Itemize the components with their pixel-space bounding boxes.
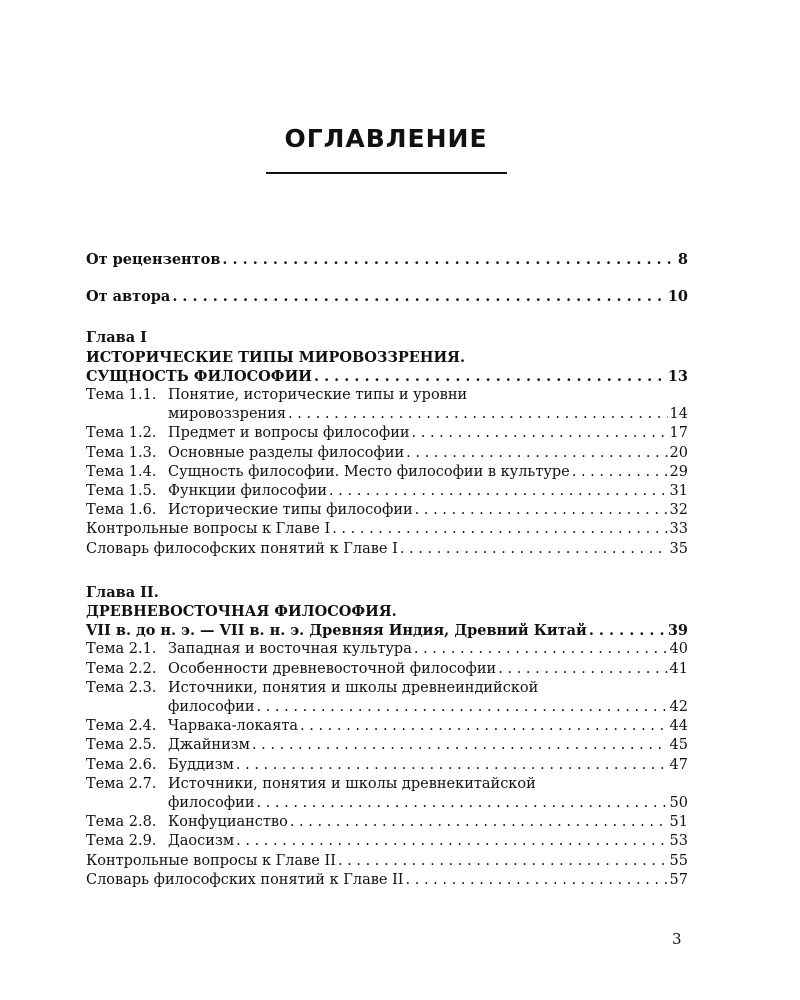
dot-leader (236, 832, 667, 851)
toc-entry-page: 41 (669, 660, 688, 677)
dot-leader (332, 520, 667, 539)
dot-leader (252, 736, 668, 755)
dot-leader (236, 756, 668, 775)
chapter-1-questions[interactable] (86, 520, 688, 539)
dot-leader (415, 501, 668, 520)
topic-number: Тема 2.7. (86, 775, 157, 792)
topic-title: Конфуцианство (168, 814, 288, 831)
toc-entry-page: 35 (669, 540, 688, 557)
topic-number: Тема 2.6. (86, 756, 157, 773)
chapter-2-heading[interactable] (86, 621, 688, 640)
topic-2-6[interactable] (86, 756, 688, 775)
topic-title-continued: философии (168, 795, 255, 812)
dot-leader (400, 540, 668, 559)
dot-leader (572, 463, 668, 482)
topic-number: Тема 2.2. (86, 660, 157, 677)
topic-title-continued: мировоззрения (168, 406, 287, 423)
topic-title: Понятие, исторические типы и уровни (168, 387, 468, 404)
toc-entry-label: Контрольные вопросы к Главе I (86, 521, 331, 538)
dot-leader (412, 424, 668, 443)
topic-number: Тема 2.3. (86, 679, 157, 696)
topic-1-6[interactable] (86, 501, 688, 520)
dot-leader (329, 482, 668, 501)
toc-entry-author[interactable] (86, 287, 688, 306)
toc-entry-page: 17 (669, 425, 688, 442)
topic-title: Особенности древневосточной философии (168, 660, 497, 677)
topic-title: Даосизм (168, 833, 235, 850)
topic-2-5[interactable] (86, 736, 688, 755)
toc-entry-label: Контрольные вопросы к Главе II (86, 852, 336, 869)
topic-title: Сущность философии. Место философии в культуре (168, 463, 570, 480)
topic-2-2[interactable] (86, 660, 688, 679)
topic-number: Тема 1.2. (86, 425, 157, 442)
page-number: 3 (672, 930, 682, 948)
topic-number: Тема 1.6. (86, 502, 157, 519)
topic-title: Исторические типы философии (168, 502, 413, 519)
chapter-2-label: Глава II. (86, 583, 159, 601)
topic-number: Тема 1.3. (86, 444, 157, 461)
toc-entry-page: 40 (669, 641, 688, 658)
topic-2-9[interactable] (86, 832, 688, 851)
dot-leader (300, 717, 668, 736)
toc-entry-page: 10 (667, 288, 688, 306)
dot-leader (256, 698, 667, 717)
topic-number: Тема 2.4. (86, 718, 157, 735)
topic-number: Тема 2.5. (86, 737, 157, 754)
toc-entry-label: От автора (86, 288, 171, 306)
chapter-2-glossary[interactable] (86, 871, 688, 890)
topic-title: Джайнизм (168, 737, 250, 754)
chapter-1-title-line1: ИСТОРИЧЕСКИЕ ТИПЫ МИРОВОЗЗРЕНИЯ. (86, 348, 466, 366)
chapter-1-label: Глава I (86, 329, 147, 347)
chapter-1-glossary[interactable] (86, 540, 688, 559)
topic-number: Тема 2.1. (86, 641, 157, 658)
topic-title: Предмет и вопросы философии (168, 425, 410, 442)
dot-leader (589, 621, 666, 640)
dot-leader (290, 813, 668, 832)
topic-2-3[interactable] (86, 698, 688, 717)
title-underline (266, 172, 507, 174)
toc-entry-page: 57 (669, 871, 688, 888)
topic-number: Тема 1.5. (86, 483, 157, 500)
topic-number: Тема 1.4. (86, 463, 157, 480)
toc-entry-page: 14 (669, 406, 688, 423)
page-title: ОГЛАВЛЕНИЕ (284, 124, 488, 153)
toc-entry-page: 32 (669, 502, 688, 519)
toc-entry-page: 20 (669, 444, 688, 461)
toc-entry-page: 42 (669, 699, 688, 716)
dot-leader (406, 444, 667, 463)
dot-leader (498, 660, 667, 679)
topic-2-3-first-line (86, 679, 688, 698)
toc-entry-page: 47 (669, 756, 688, 773)
dot-leader (172, 287, 665, 306)
toc-entry-page: 45 (669, 737, 688, 754)
toc-entry-page: 39 (667, 622, 688, 640)
dot-leader (414, 640, 668, 659)
toc-entry-page: 8 (677, 251, 688, 268)
topic-title: Буддизм (168, 756, 234, 773)
topic-title: Западная и восточная культура (168, 641, 412, 658)
table-of-contents (86, 250, 688, 890)
toc-entry-page: 55 (669, 852, 688, 869)
topic-number: Тема 2.8. (86, 814, 157, 831)
dot-leader (222, 250, 676, 269)
toc-entry-page: 29 (669, 463, 688, 480)
topic-2-7[interactable] (86, 794, 688, 813)
toc-entry-page: 53 (669, 833, 688, 850)
topic-title: Источники, понятия и школы древнеиндийской (168, 679, 539, 696)
topic-number: Тема 2.9. (86, 833, 157, 850)
toc-entry-label: Словарь философских понятий к Главе I (86, 540, 398, 557)
topic-2-8[interactable] (86, 813, 688, 832)
chapter-2-title-line2: VII в. до н. э. — VII в. н. э. Древняя Индия, Древний Китай (86, 622, 587, 640)
topic-1-2[interactable] (86, 424, 688, 443)
dot-leader (314, 367, 666, 386)
topic-2-1[interactable] (86, 640, 688, 659)
chapter-1-title-line2: СУЩНОСТЬ ФИЛОСОФИИ (86, 367, 312, 385)
topic-1-3[interactable] (86, 444, 688, 463)
toc-entry-page: 13 (667, 367, 688, 385)
dot-leader (256, 794, 667, 813)
topic-number: Тема 1.1. (86, 387, 157, 404)
topic-1-5[interactable] (86, 482, 688, 501)
topic-1-1[interactable] (86, 405, 688, 424)
chapter-2-title-line1: ДРЕВНЕВОСТОЧНАЯ ФИЛОСОФИЯ. (86, 603, 397, 621)
dot-leader (406, 871, 668, 890)
toc-entry-page: 44 (669, 718, 688, 735)
toc-entry-page: 50 (669, 795, 688, 812)
topic-title: Основные разделы философии (168, 444, 405, 461)
topic-2-4[interactable] (86, 717, 688, 736)
toc-entry-label: Словарь философских понятий к Главе II (86, 871, 404, 888)
toc-entry-page: 31 (669, 483, 688, 500)
toc-entry-reviewers[interactable] (86, 250, 688, 269)
toc-entry-page: 51 (669, 814, 688, 831)
topic-1-4[interactable] (86, 463, 688, 482)
topic-title-continued: философии (168, 699, 255, 716)
chapter-1-heading[interactable] (86, 367, 688, 386)
dot-leader (288, 405, 668, 424)
toc-entry-page: 33 (669, 521, 688, 538)
dot-leader (338, 852, 668, 871)
topic-title: Источники, понятия и школы древнекитайской (168, 775, 536, 792)
topic-1-1-first-line (86, 386, 688, 405)
toc-entry-label: От рецензентов (86, 251, 221, 268)
topic-title: Чарвака-локаята (168, 718, 299, 735)
chapter-2-questions[interactable] (86, 852, 688, 871)
topic-title: Функции философии (168, 483, 328, 500)
topic-2-7-first-line (86, 775, 688, 794)
